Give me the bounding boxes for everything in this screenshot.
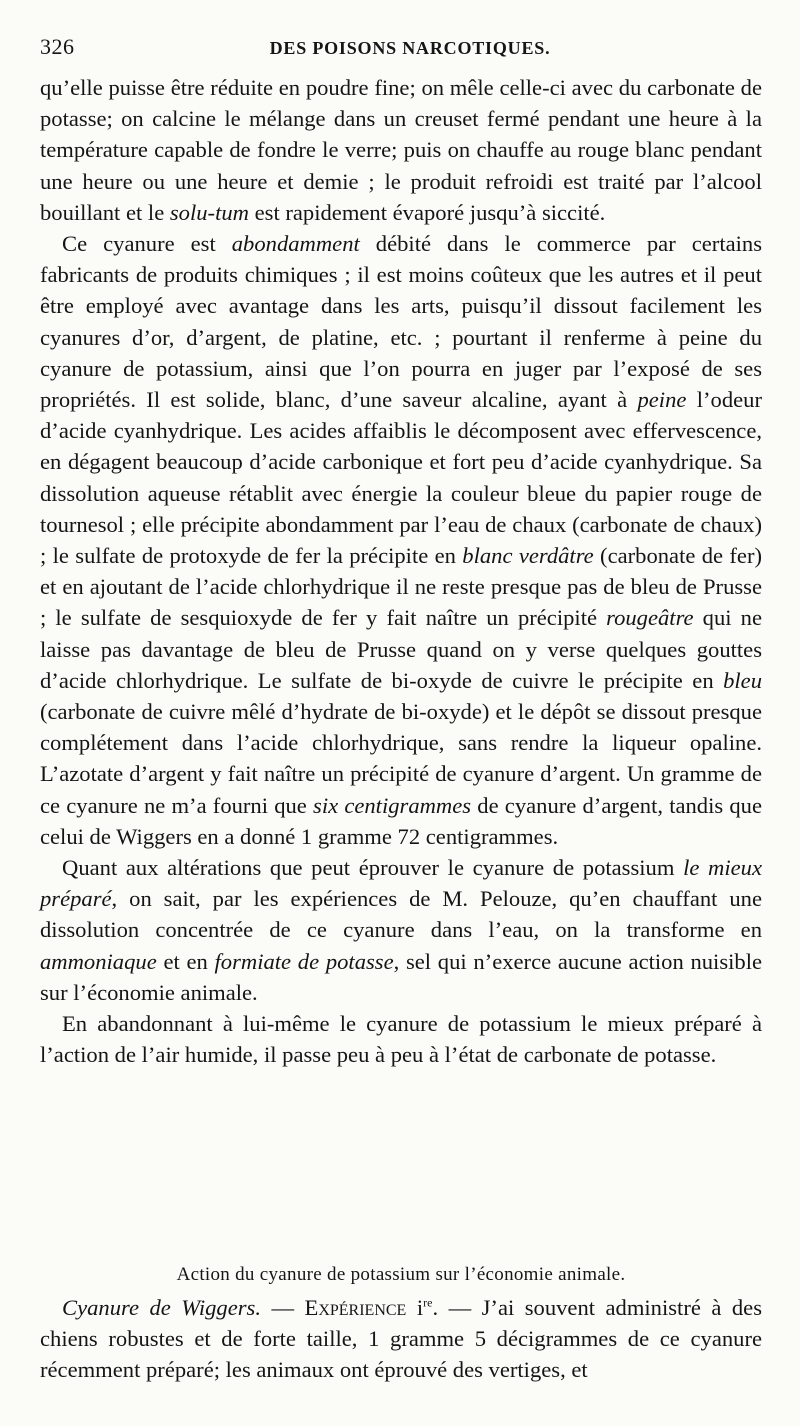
experiment-dash-1: — [260,1295,305,1320]
paragraph-4-text: En abandonnant à lui-même le cyanure de potassium le mieux préparé à l’action de l’air humide, il passe peu à peu à l’état de carbonate de potasse. [40,1011,762,1068]
experiment-paragraph [40,1292,762,1386]
running-title: DES POISONS NARCOTIQUES. [269,38,551,58]
paragraph-2 [40,228,762,852]
paragraph-3 [40,852,762,1008]
main-text [40,72,762,1071]
experiment-label: Expérience [304,1295,407,1320]
paragraph-3-text: Quant aux altérations que peut éprouver le cyanure de potassium le mieux préparé, on sait, par les expériences de M. Pelouze, qu’en chauffant une dissolution concentrée de ce cyanure dans l’eau, on la transforme en ammoniaque et en formiate de potasse, sel qui n’exerce aucune action nuisible sur l’économie animale. [40,855,763,1005]
paragraph-1 [40,72,762,228]
running-head [40,32,760,68]
experiment-text [40,1292,762,1386]
experiment-number-sup: re [423,1295,433,1310]
section-heading: Action du cyanure de potassium sur l’économie animale. [176,1264,626,1285]
paragraph-1-text: qu’elle puisse être réduite en poudre fine; on mêle celle-ci avec du carbonate de potasse; on calcine le mélange dans un creuset fermé pendant une heure à la température capable de fondre le verre; puis on chauffe au rouge blanc pendant une heure ou une heure et demie ; le produit refroidi est traité par l’alcool bouillant et le solu-tum est rapidement évaporé jusqu’à siccité. [40,75,762,225]
paragraph-4 [40,1008,762,1070]
experiment-body: J’ai souvent administré à des chiens robustes et de forte taille, 1 gramme 5 décigrammes de ce cyanure récemment préparé; les animaux ont éprouvé des vertiges, et [40,1295,762,1383]
experiment-dash-2: . — [432,1295,482,1320]
paragraph-2-text: Ce cyanure est abondamment débité dans le commerce par certains fabricants de produits chimiques ; il est moins coûteux que les autres et il peut être employé avec avantage dans les arts, puisqu’il dissout facilement les cyanures d’or, d’argent, de platine, etc. ; pourtant il renferme à peine du cyanure de potassium, ainsi que l’on pourra en juger par l’exposé de ses propriétés. Il est solide, blanc, d’une saveur alcaline, ayant à peine l’odeur d’acide cyanhydrique. Les acides affaiblis le décomposent avec effervescence, en dégagent beaucoup d’acide carbonique et fort peu d’acide cyanhydrique. Sa dissolution aqueuse rétablit avec énergie la couleur bleue du papier rouge de tournesol ; elle précipite abondamment par l’eau de chaux (carbonate de chaux) ; le sulfate de protoxyde de fer la précipite en blanc verdâtre (carbonate de fer) et en ajoutant de l’acide chlorhydrique il ne reste presque pas de bleu de Prusse ; le sulfate de sesquioxyde de fer y fait naître un précipité rougeâtre qui ne laisse pas davantage de bleu de Prusse quand on y verse quelques gouttes d’acide chlorhydrique. Le sulfate de bi-oxyde de cuivre le précipite en bleu (carbonate de cuivre mêlé d’hydrate de bi-oxyde) et le dépôt se dissout presque complétement dans l’acide chlorhydrique, sans rendre la liqueur opaline. L’azotate d’argent y fait naître un précipité de cyanure d’argent. Un gramme de ce cyanure ne m’a fourni que six centigrammes de cyanure d’argent, tandis que celui de Wiggers en a donné 1 gramme 72 centigrammes. [40,231,762,849]
page-number: 326 [40,34,75,59]
experiment-number: i [416,1295,424,1320]
experiment-lead: Cyanure de Wiggers. [62,1295,261,1320]
